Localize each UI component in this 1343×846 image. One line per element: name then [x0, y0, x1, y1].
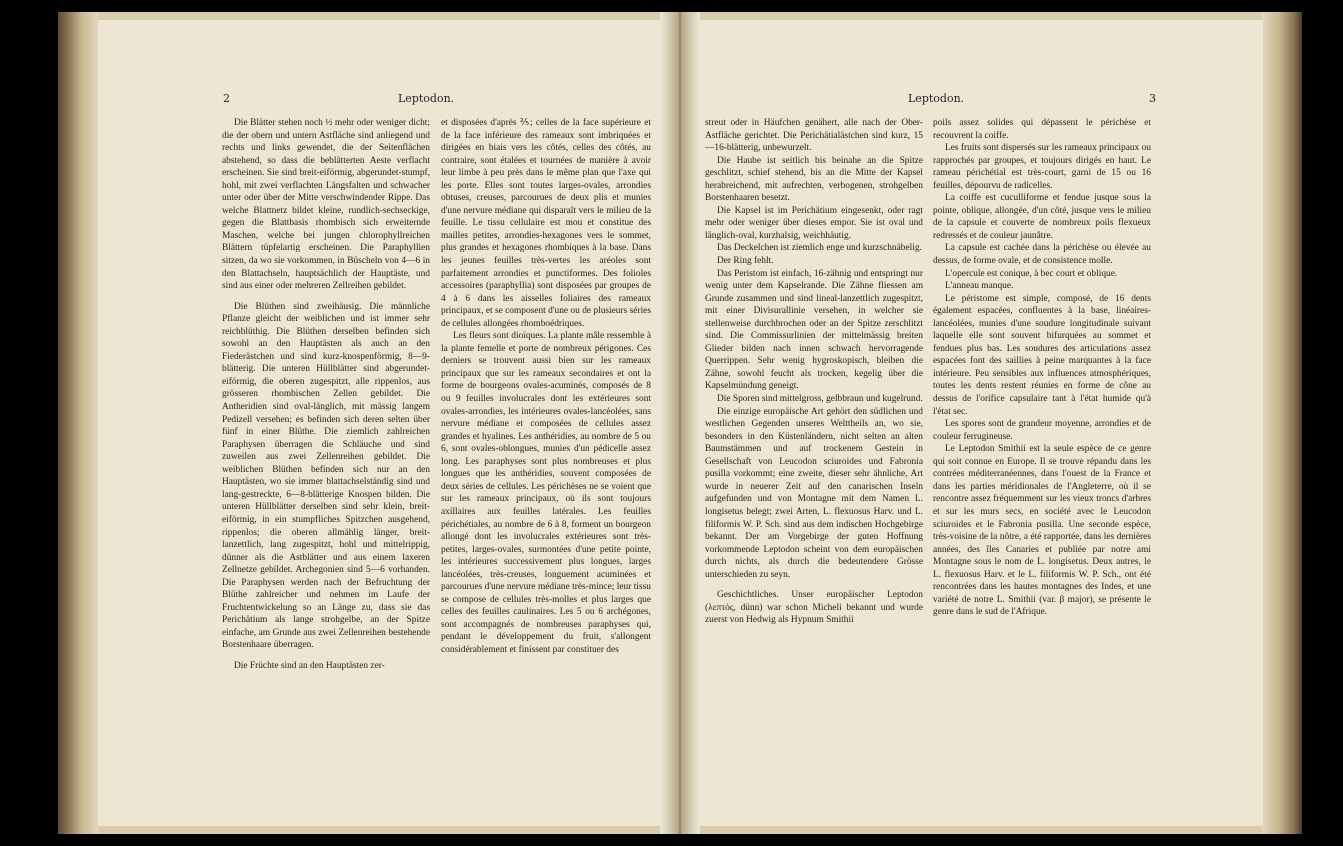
paragraph: L'opercule est conique, à bec court et oblique. — [945, 268, 1118, 279]
paragraph: Die Haube ist seitlich bis beinahe an die Spitze geschlitzt, schief stehend, bis an die Mitte der Kapsel herabreichend, mit aufrechten, verbogenen, strohgelben Borstenhaaren besetzt. — [705, 155, 923, 204]
left-page — [98, 20, 680, 826]
paragraph: Die Früchte sind an den Hauptästen zer- — [234, 660, 385, 671]
paragraph: Die Blätter stehen noch ½ mehr oder weniger dicht; die der obern und untern Astfläche sind anliegend und rechts und links gewendet, die der Seitenflächen abstehend, so dass die beblätterten Aeste verflacht erscheinen. Sie sind breit-eiförmig, abgerundet-stumpf, hohl, mit zwei verflachten Längsfalten und schwacher unter oder über der Mitte verschwindender Rippe. Das welche Blattnetz bildet kleine, rundlich-sechseckige, gegen die Blattbasis rhombisch sich erweiternde Maschen, welche bei jungen chlorophyllreichen Blättern tüpfelartig erscheinen. Die Paraphyllien sitzen, da wo sie vorkommen, in Büscheln von 4—6 in den Blattachseln, hauptsächlich der Hauptäste, und sind aus einer oder mehreren Zellreihen gebildet. — [222, 118, 430, 292]
running-head-right: Leptodon. — [908, 92, 965, 105]
paragraph: et disposées d'après ⅖; celles de la face supérieure et de la face inférieure des rameaux sont imbriquées et dirigées en biais vers les côtés, celles des côtés, au contraire, sont étalées et tournées de manière à avoir leur limbe à peu près dans le même plan que l'axe qui les porte. Elles sont toutes larges-ovales, arrondies obtuses, creuses, parcourues de deux plis et munies d'une nervure médiane qui disparaît vers le milieu de la feuille. Le tissu cellulaire est mou et constitue des mailles petites, arrondies-hexagones vers le sommet, plus grandes et hexagones rhombiques à la base. Dans les jeunes feuilles très-vertes les aréoles sont parfaitement arrondies et punctiformes. Des folioles accessoires (paraphyllia) sont disposées par groupes de 4 à 6 dans les aisselles foliaires des rameaux principaux, et se composent d'une ou de plusieurs séries de cellules allongées rhomboédriques. — [441, 118, 651, 329]
right-page — [683, 20, 1263, 826]
paragraph: Der Ring fehlt. — [717, 256, 774, 267]
paragraph: Les fleurs sont dioïques. La plante mâle ressemble à la plante femelle et porte de nombreux périgones. Ces derniers se trouvent aussi bien sur les rameaux principaux que sur les rameaux secondaires et ont la forme de bourgeons ovales-acuminés, composés de 8 ou 9 feuilles involucrales dont les extérieures sont ovales-arrondies, les intérieures ovales-lancéolées, sans nervure médiane et composées de cellules assez grandes et hyalines. Les anthéridies, au nombre de 5 ou 6, sont ovales-oblongues, munies d'un pédicelle assez long. Les paraphyses sont plus nombreuses et plus longues que les anthéridies, souvent composées de deux séries de cellules. Les périchèses ne se voient que sur les rameaux principaux, où ils sont toujours axillaires aux feuilles latérales. Les feuilles périchétiales, au nombre de 6 à 8, forment un bourgeon allongé dont les involucrales extérieures sont très-petites, larges-ovales, surmontées d'une petite pointe, les intérieures successivement plus longues, larges lancéolées, très-creuses, longuement acuminées et parcourues d'une nervure médiane très-mince; leur tissu se compose de cellules très-molles et plus larges que celles des feuilles caulinaires. Les 5 ou 6 archégones, sont accompagnés de nombreuses paraphyses qui, pendant le développement du fruit, s'allongent considérablement et finissent par constituer des — [441, 331, 651, 655]
paragraph: Die Sporen sind mittelgross, gelbbraun und kugelrund. — [717, 394, 923, 405]
paragraph: Das Deckelchen ist ziemlich enge und kurzschnäbelig. — [717, 243, 922, 254]
german-column-right — [705, 117, 923, 627]
running-head-left: Leptodon. — [398, 92, 455, 105]
book-edge-right — [1262, 12, 1302, 834]
page-number-left: 2 — [223, 92, 230, 105]
page-number-right: 3 — [1149, 92, 1156, 105]
paragraph: Die Kapsel ist im Perichätium eingesenkt, oder ragt mehr oder weniger über dieses empor. Sie ist oval und länglich-oval, kurzhalsig, weichhäutig. — [705, 205, 923, 241]
paragraph: Le Leptodon Smithii est la seule espèce de ce genre qui soit connue en Europe. Il se trouve répandu dans les contrées méditerranéennes, dans l'ouest de la France et dans les parties méridionales de l'Angleterre, où il se rencontre assez fréquemment sur les vieux troncs d'arbres et sur les murs secs, en société avec le Leucodon sciuroides et le Fabronia pusilla. Une seconde espèce, très-voisine de la nôtre, a été rapportée, dans les dernières années, des îles Canaries et publiée par notre ami Montagne sous le nom de L. longisetus. Deux autres, le L. flexuosus Harv. et le L. filiformis W. P. Sch., ont été rencontrées dans les hautes montagnes des Indes, et une variété de notre L. Smithii (var. β major), se présente le genre dans le sud de l'Afrique. — [933, 444, 1151, 618]
paragraph: Geschichtliches. Unser europäischer Leptodon (λεπτός, dünn) war schon Micheli bekannt und wurde zuerst von Hedwig als Hypnum Smithii — [705, 590, 923, 626]
paragraph: La capsule est cachée dans la périchèse ou élevée au dessus, de forme ovale, et de consistence molle. — [933, 243, 1151, 267]
paragraph: poils assez solides qui dépassent le périchèse et recouvrent la coiffe. — [933, 118, 1151, 141]
french-column-left — [441, 117, 651, 657]
paragraph: streut oder in Häufchen genähert, alle nach der Ober-Astfläche gerichtet. Die Perichätialästchen sind kurz, 15—16-blätterig, unbewurzelt. — [705, 118, 923, 154]
paragraph: Die Blüthen sind zweihäusig. Die männliche Pflanze gleicht der weiblichen und ist immer sehr reichblüthig. Die Blüthen derselben befinden sich sowohl an den Hauptästen als auch an den Fiederästchen und sind kurz-knospenförmig, 8—9-blätterig. Die unteren Hüllblätter sind abgerundet-eiförmig, die oberen zugespitzt, alle rippenlos, aus grösseren rhombischen Zellen gebildet. Die Antheridien sind oval-länglich, mit mässig langem Pedizell versehen; es befinden sich deren selten über fünf in einer Blüthe. Die ziemlich zahlreichen Paraphysen überragen die Schläuche und sind zuweilen aus zwei Zellenreihen gebildet. Die weiblichen Blüthen befinden sich nur an den Hauptästen, wo sie immer blattachselständig sind und lang-gestreckte, 6—8-blätterige Knospen bilden. Die unteren Hüllblätter derselben sind sehr klein, breit-eiförmig, in ein stumpfliches Spitzchen ausgehend, rippenlos; die oberen allmählig länger, breit-lanzettlich, lang zugespitzt, hohl und mittelrippig, dünner als die Astblätter und aus einem laxeren Zellnetze gebildet. Archegonien sind 5—6 vorhanden. Die Paraphysen werden nach der Befruchtung der Blüthe zahlreicher und nehmen im Laufe der Fruchtentwickelung so an Länge zu, dass sie das Perichätium als lange strohgelbe, an der Spitze einfache, am Grunde aus zwei Zellenreihen bestehende Borstenhaare überragen. — [222, 301, 430, 651]
book-edge-left — [58, 12, 98, 834]
paragraph: Die einzige europäische Art gehört den südlichen und westlichen Gegenden unseres Welttheils an, wo sie, besonders in den Küstenländern, nicht selten an alten Baumstämmen und auf trockenem Gestein in Gesellschaft von Leucodon sciuroides und Fabronia pusilla vorkommt; eine zweite, dieser sehr ähnliche, Art wurde in neuerer Zeit auf den canarischen Inseln aufgefunden und von Montagne mit dem Namen L. longisetus belegt; zwei Arten, L. flexuosus Harv. und L. filiformis W. P. Sch. sind aus dem indischen Hochgebirge bekannt. Der am Vorgebirge der guten Hoffnung vorkommende Leptodon scheint von dem europäischen durch nichts, als durch die bedeutendere Grösse unterschieden zu seyn. — [705, 406, 923, 580]
paragraph: Les fruits sont dispersés sur les rameaux principaux ou rapprochés par groupes, et toujours dirigés en haut. Le rameau périchétial est très-court, garni de 15 ou 16 feuilles, dépourvu de radicelles. — [933, 143, 1151, 191]
paragraph: L'anneau manque. — [945, 281, 1014, 292]
book-gutter — [660, 12, 700, 834]
german-column-left — [222, 117, 430, 673]
french-column-right — [933, 117, 1151, 619]
paragraph: La coiffe est cuculliforme et fendue jusque sous la pointe, oblique, allongée, d'un côté, jusque vers le milieu de la capsule et couverte de nombreux poils flexueux redressés et de couleur jaunâtre. — [933, 193, 1151, 241]
paragraph: Das Peristom ist einfach, 16-zähnig und entspringt nur wenig unter dem Kapselrande. Die Zähne fliessen am Grunde zusammen und sind lineal-lanzettlich zugespitzt, mit einer Divisurallinie versehen, in welcher sie stellenweise durchbrochen oder an der Spitze zerschlitzt sind. Die Commissurlinien der mittelmässig breiten Glieder bilden nach innen schwach hervorragende Querrippen. Sehr wenig hygroskopisch, bleiben die Zähne, sowohl feucht als trocken, kegelig über die Kapselmündung geneigt. — [705, 268, 923, 392]
paragraph: Les spores sont de grandeur moyenne, arrondies et de couleur ferrugineuse. — [933, 419, 1151, 442]
paragraph: Le péristome est simple, composé, de 16 dents également espacées, confluentes à la base, linéaires-lancéolées, munies d'une soudure longitudinale suivant laquelle elle sont souvent bifurquées au sommet et fendues plus bas. Les soudures des articulations assez espacées font des saillies à peine marquantes à la face intérieure. Peu sensibles aux influences atmosphériques, toutes les dents restent réunies en forme de cône au dessus de l'orifice capsulaire tant à l'état humide qu'à l'état sec. — [933, 293, 1151, 417]
